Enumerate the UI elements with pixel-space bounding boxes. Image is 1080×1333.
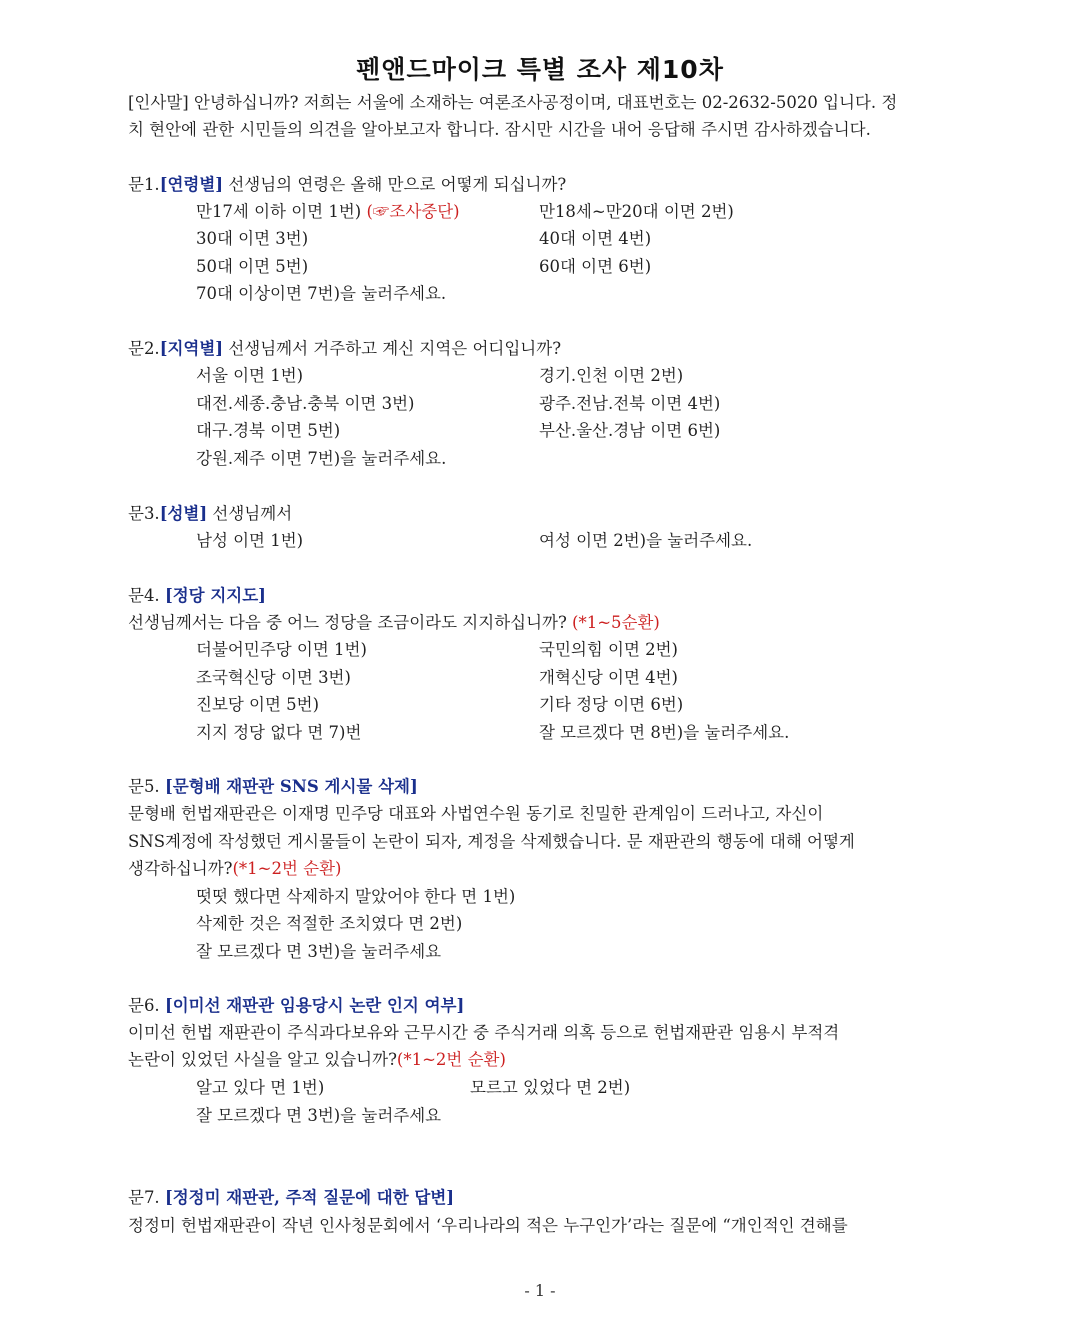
q2-option-3: 대전.세종.충남.충북 이면 3번) [196,394,415,413]
q5-option-1: 떳떳 했다면 삭제하지 말았어야 한다 면 1번) [196,887,516,906]
q2-option-7: 강원.제주 이면 7번)을 눌러주세요. [196,449,447,468]
q4-number: 문4. [128,586,165,605]
q2-option-6: 부산.울산.경남 이면 6번) [539,421,721,440]
q5-text-1: 문형배 헌법재판관은 이재명 민주당 대표와 사법연수원 동기로 친밀한 관계임이 드러나고, 자신이 [128,804,824,823]
q7-text-1: 정정미 헌법재판관이 작년 인사청문회에서 ‘우리나라의 적은 누구인가’라는 질문에 “개인적인 견해를 [128,1216,848,1235]
q6-text-2-main: 논란이 있었던 사실을 알고 있습니까? [128,1050,397,1069]
q7-number: 문7. [128,1188,165,1207]
q6-text-2 [128,1049,506,1071]
q4-title: [정당 지지도] [164,586,266,605]
page-number: - 1 - [524,1281,556,1300]
q1-option-1 [196,201,460,223]
q1-option-4: 40대 이면 4번) [539,229,652,248]
q7-title: [정정미 재판관, 주적 질문에 대한 답변] [164,1188,455,1207]
q3-title: [성별] [159,504,208,523]
q1-option-3: 30대 이면 3번) [196,229,309,248]
q1-option-5: 50대 이면 5번) [196,257,309,276]
q2-option-5: 대구.경북 이면 5번) [196,421,341,440]
q1-title: [연령별] [159,175,224,194]
q4-option-7: 지지 정당 없다 면 7)번 [196,723,362,742]
q2-option-1: 서울 이면 1번) [196,366,304,385]
q6-text-1: 이미선 헌법 재판관이 주식과다보유와 근무시간 중 주식거래 의혹 등으로 헌법재판관 임용시 부적격 [128,1023,840,1042]
q6-option-1: 알고 있다 면 1번) [196,1078,325,1097]
intro-line-1: [인사말] 안녕하십니까? 저희는 서울에 소재하는 여론조사공정이며, 대표번호는 02-2632-5020 입니다. 정 [128,93,898,112]
q2-option-4: 광주.전남.전북 이면 4번) [539,394,721,413]
q2-heading [128,338,561,360]
q2-option-2: 경기.인천 이면 2번) [539,366,684,385]
q5-text-3 [128,858,342,880]
q2-number: 문2. [128,339,160,358]
q4-text: 선생님께서는 다음 중 어느 정당을 조금이라도 지지하십니까? [128,613,573,632]
q7-heading [128,1187,454,1209]
q4-heading [128,585,266,607]
q3-option-2: 여성 이면 2번)을 눌러주세요. [539,531,753,550]
q1-option-1-label: 만17세 이하 이면 1번) [196,202,367,221]
q3-heading [128,503,292,525]
q5-text-2: SNS계정에 작성했던 게시물들이 논란이 되자, 계정을 삭제했습니다. 문 재판관의 행동에 대해 어떻게 [128,832,855,851]
q4-option-4: 개혁신당 이면 4번) [539,668,678,687]
q1-stop-note: (☞조사중단) [366,202,460,221]
q6-number: 문6. [128,996,165,1015]
q1-text: 선생님의 연령은 올해 만으로 어떻게 되십니까? [223,175,567,194]
q1-option-7: 70대 이상이면 7번)을 눌러주세요. [196,284,447,303]
intro-line-2: 치 현안에 관한 시민들의 의견을 알아보고자 합니다. 잠시만 시간을 내어 응답해 주시면 감사하겠습니다. [128,120,871,139]
q4-question [128,612,660,634]
q6-title: [이미선 재판관 임용당시 논란 인지 여부] [164,996,465,1015]
q4-rotation-note: (*1~5순환) [572,613,660,632]
q2-text: 선생님께서 거주하고 계신 지역은 어디입니까? [223,339,562,358]
q3-text: 선생님께서 [207,504,293,523]
q5-option-3: 잘 모르겠다 면 3번)을 눌러주세요 [196,942,442,961]
q5-heading [128,776,418,798]
q1-heading [128,174,566,196]
q4-option-2: 국민의힘 이면 2번) [539,640,678,659]
q5-text-3-main: 생각하십니까? [128,859,233,878]
q1-number: 문1. [128,175,160,194]
q2-title: [지역별] [159,339,224,358]
q4-option-3: 조국혁신당 이면 3번) [196,668,351,687]
q6-option-3: 잘 모르겠다 면 3번)을 눌러주세요 [196,1106,442,1125]
q6-option-2: 모르고 있었다 면 2번) [470,1078,631,1097]
q4-option-6: 기타 정당 이면 6번) [539,695,684,714]
q5-option-2: 삭제한 것은 적절한 조치였다 면 2번) [196,914,463,933]
q1-option-2: 만18세~만20대 이면 2번) [539,202,734,221]
q3-number: 문3. [128,504,160,523]
q3-option-1: 남성 이면 1번) [196,531,304,550]
q4-option-1: 더불어민주당 이면 1번) [196,640,367,659]
q6-heading [128,995,464,1017]
q6-rotation-note: (*1~2번 순환) [396,1050,506,1069]
q5-title: [문형배 재판관 SNS 게시물 삭제] [164,777,418,796]
q5-rotation-note: (*1~2번 순환) [232,859,342,878]
q4-option-5: 진보당 이면 5번) [196,695,320,714]
document-title: 펜앤드마이크 특별 조사 제10차 [356,55,724,84]
q4-option-8: 잘 모르겠다 면 8번)을 눌러주세요. [539,723,790,742]
q1-option-6: 60대 이면 6번) [539,257,652,276]
q5-number: 문5. [128,777,165,796]
